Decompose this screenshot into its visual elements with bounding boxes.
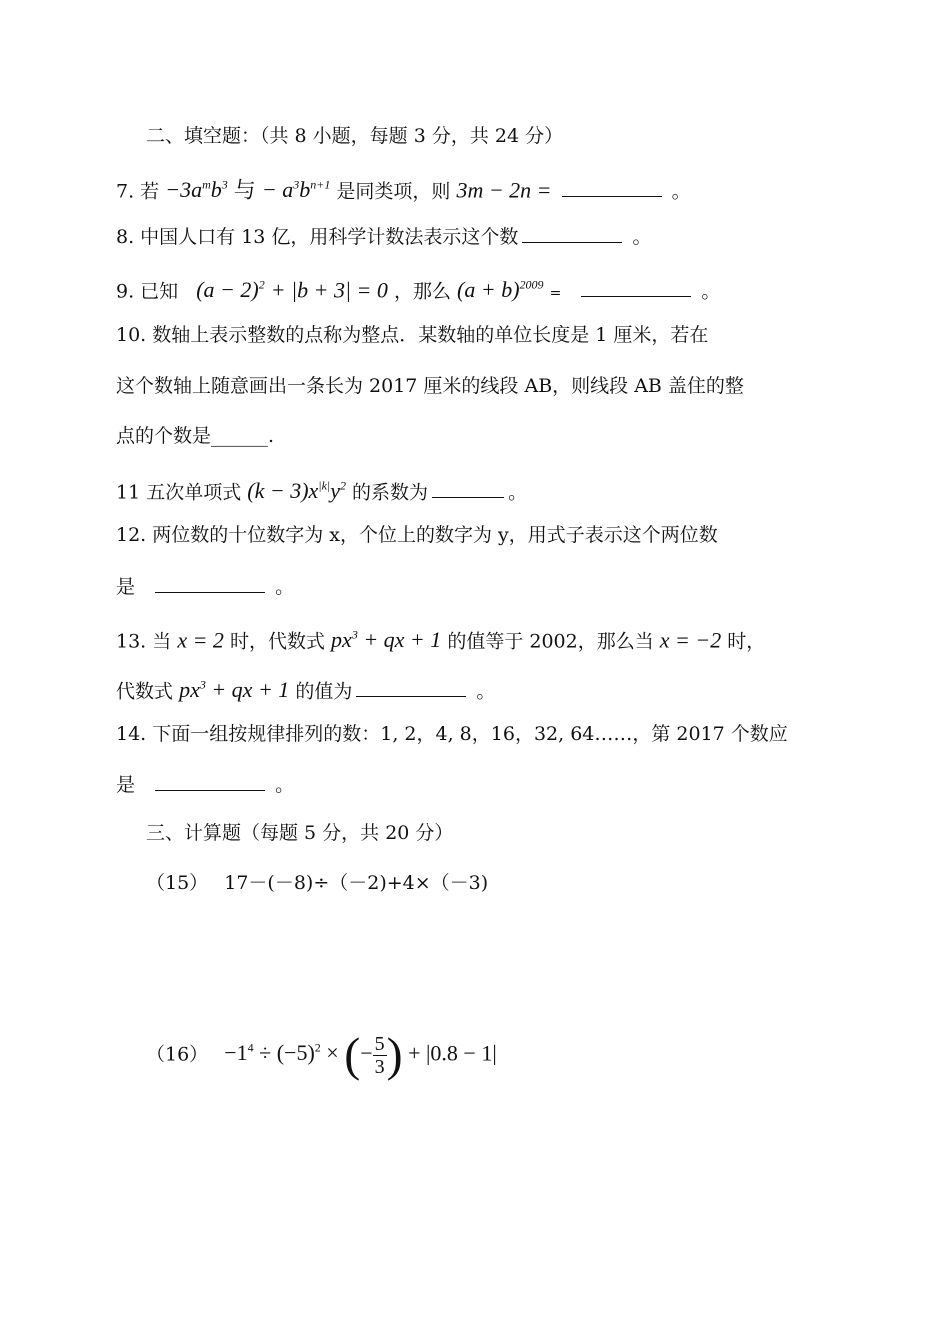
q14-prefix: 是 — [116, 774, 136, 796]
q8-end: 。 — [632, 226, 652, 248]
q13-mid1: 时，代数式 — [229, 630, 325, 653]
q13-line2-mid: 的值为 — [295, 680, 353, 703]
q16-fraction: $\frac{5}{3}$ — [374, 1032, 385, 1078]
q9-mid: ，那么 — [393, 280, 451, 303]
question-14-line-2 — [116, 768, 294, 800]
question-13-line-1 — [116, 620, 765, 656]
q11-mid: 的系数为 — [352, 481, 429, 504]
q8-answer-blank[interactable] — [522, 220, 622, 243]
q7-answer-blank[interactable] — [562, 174, 662, 197]
q14-end: 。 — [275, 774, 295, 796]
q11-prefix: 11 五次单项式 — [116, 481, 242, 504]
question-10-line-1: 10. 数轴上表示整数的点称为整点．某数轴的单位长度是 1 厘米，若在 — [116, 324, 709, 346]
q15-expr: 17－(－8)÷（－2)+4×（－3) — [224, 872, 489, 894]
question-14-line-1: 14. 下面一组按规律排列的数：1, 2，4, 8，16，32, 64……，第 2017 个数应 — [116, 723, 788, 745]
q12-end: 。 — [275, 576, 295, 598]
q13-mid3: 时， — [727, 630, 766, 653]
q12-prefix: 是 — [116, 576, 136, 598]
q13-answer-blank[interactable] — [356, 674, 466, 697]
section-3-header: 三、计算题（每题 5 分，共 20 分） — [146, 822, 454, 844]
q9-prefix: 9. 已知 — [116, 280, 179, 303]
q16-tail: + |0.8 − 1| — [402, 1040, 497, 1066]
q7-end: 。 — [671, 180, 691, 203]
q9-expr1: $(a - 2)^2$ — [196, 277, 265, 303]
question-12-line-1: 12. 两位数的十位数字为 x，个位上的数字为 y，用式子表示这个两位数 — [116, 524, 718, 546]
q16-left-paren: ( — [344, 1028, 361, 1082]
q14-answer-blank[interactable] — [155, 768, 265, 791]
question-13-line-2 — [116, 670, 495, 706]
q15-label: （15） — [146, 872, 209, 894]
question-10-line-2: 这个数轴上随意画出一条长为 2017 厘米的线段 AB，则线段 AB 盖住的整 — [116, 375, 744, 397]
question-7 — [116, 170, 691, 206]
q13-prefix: 13. 当 — [116, 630, 172, 653]
q9-answer-blank[interactable] — [581, 274, 691, 297]
q16-right-paren: ) — [386, 1028, 403, 1082]
question-11 — [116, 471, 527, 507]
question-10-line-3: 点的个数是______. — [116, 425, 275, 447]
question-9 — [116, 270, 720, 308]
q9-end: 。 — [701, 280, 721, 303]
q16-expr: $-1^4 \div (-5)^2$ × — [224, 1040, 345, 1066]
q7-expr: 3m − 2n = — [456, 177, 552, 203]
q16-neg: − — [360, 1040, 373, 1066]
q12-answer-blank[interactable] — [155, 570, 265, 593]
q13-cond1: x = 2 — [177, 627, 224, 653]
q8-text: 8. 中国人口有 13 亿，用科学计数法表示这个数 — [116, 226, 519, 248]
q7-conj: 与 — [233, 178, 256, 204]
q7-mid: 是同类项，则 — [336, 180, 451, 203]
question-16 — [146, 1020, 497, 1082]
q9-expr2: + |b + 3| = 0 — [270, 277, 388, 303]
q11-answer-blank[interactable] — [432, 475, 504, 498]
q11-end: 。 — [508, 481, 528, 504]
q13-poly-2: $px^3$ + qx + 1 — [179, 677, 290, 703]
question-12-line-2 — [116, 570, 294, 602]
q7-term1: $-3a^mb^3$ — [165, 177, 228, 203]
question-15 — [146, 868, 488, 898]
q16-label: （16） — [146, 1043, 209, 1066]
q9-eq: = — [549, 285, 562, 302]
q7-term2: − $a^3b^{n+1}$ — [261, 177, 331, 203]
q13-line2-prefix: 代数式 — [116, 680, 174, 703]
question-8 — [116, 220, 652, 252]
q7-prefix: 7. 若 — [116, 180, 160, 203]
q13-poly: $px^3$ + qx + 1 — [331, 627, 442, 653]
q11-expr: $(k - 3)x^{|k|}y^2$ — [247, 478, 346, 504]
section-2-header: 二、填空题：（共 8 小题，每题 3 分，共 24 分） — [146, 125, 564, 147]
q9-expr3: $(a + b)^{2009}$ — [457, 277, 544, 303]
q13-mid2: 的值等于 2002，那么当 — [447, 630, 654, 653]
q13-end: 。 — [476, 680, 496, 703]
q13-cond2: x = −2 — [659, 627, 722, 653]
